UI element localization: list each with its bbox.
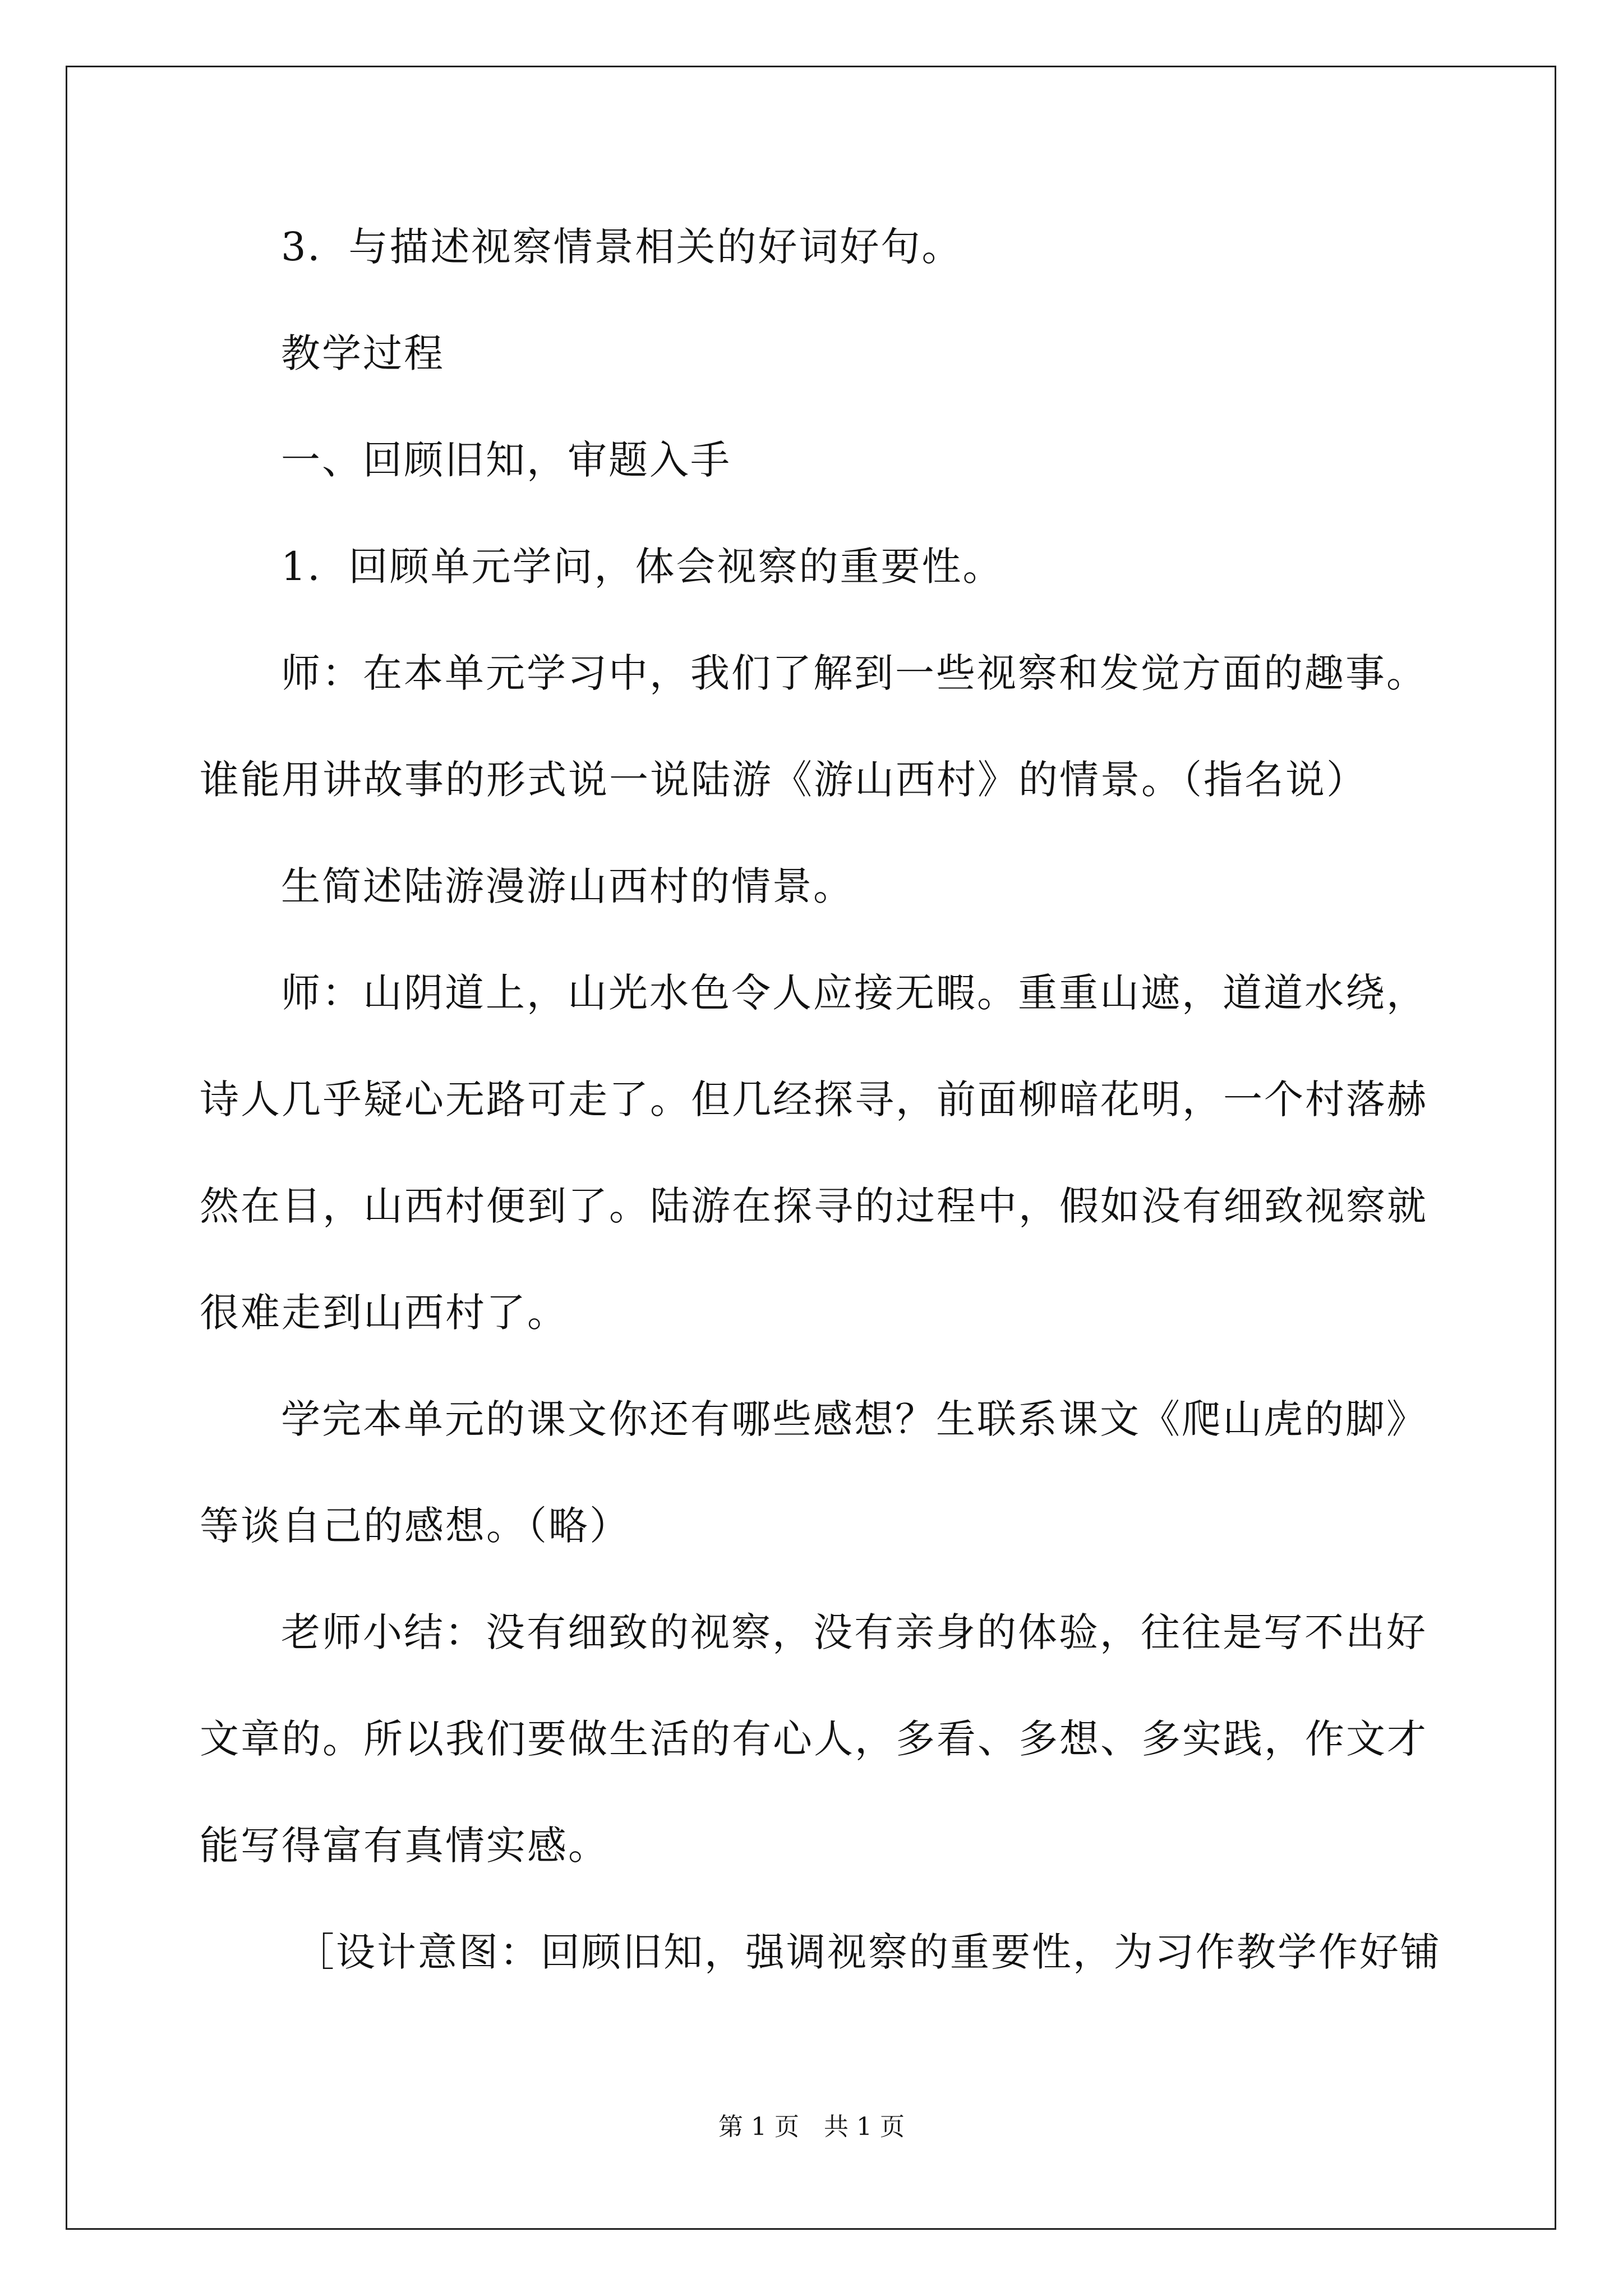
text-line-5: 师：在本单元学习中，我们了解到一些视察和发觉方面的趣事。 (281, 650, 1427, 696)
text-line-10: 然在目，山西村便到了。陆游在探寻的过程中，假如没有细致视察就 (200, 1183, 1428, 1229)
text-line-12: 学完本单元的课文你还有哪些感想？生联系课文《爬山虎的脚》 (281, 1396, 1427, 1442)
text-line-4: 1．回顾单元学问，体会视察的重要性。 (281, 544, 1004, 590)
text-line-13: 等谈自己的感想。（略） (200, 1503, 630, 1549)
text-line-6: 谁能用讲故事的形式说一说陆游《游山西村》的情景。（指名说） (200, 757, 1367, 803)
text-line-7: 生简述陆游漫游山西村的情景。 (281, 863, 854, 909)
text-line-15: 文章的。所以我们要做生活的有心人，多看、多想、多实践，作文才 (200, 1716, 1428, 1762)
text-line-11: 很难走到山西村了。 (200, 1290, 568, 1336)
text-line-1: 3．与描述视察情景相关的好词好句。 (281, 224, 963, 270)
text-line-9: 诗人几乎疑心无路可走了。但几经探寻，前面柳暗花明，一个村落赫 (200, 1076, 1428, 1122)
text-line-14: 老师小结：没有细致的视察，没有亲身的体验，往往是写不出好 (281, 1609, 1427, 1655)
section-heading-teaching-process: 教学过程 (281, 330, 445, 376)
page-border (66, 66, 1556, 2230)
text-line-8: 师：山阴道上，山光水色令人应接无暇。重重山遮，道道水绕， (281, 970, 1427, 1016)
page-footer: 第 1 页 共 1 页 (718, 2113, 905, 2141)
text-line-16: 能写得富有真情实感。 (200, 1823, 609, 1869)
section-heading-review: 一、回顾旧知，审题入手 (281, 437, 731, 483)
text-line-17: ［设计意图：回顾旧知，强调视察的重要性，为习作教学作好铺 (295, 1929, 1441, 1975)
